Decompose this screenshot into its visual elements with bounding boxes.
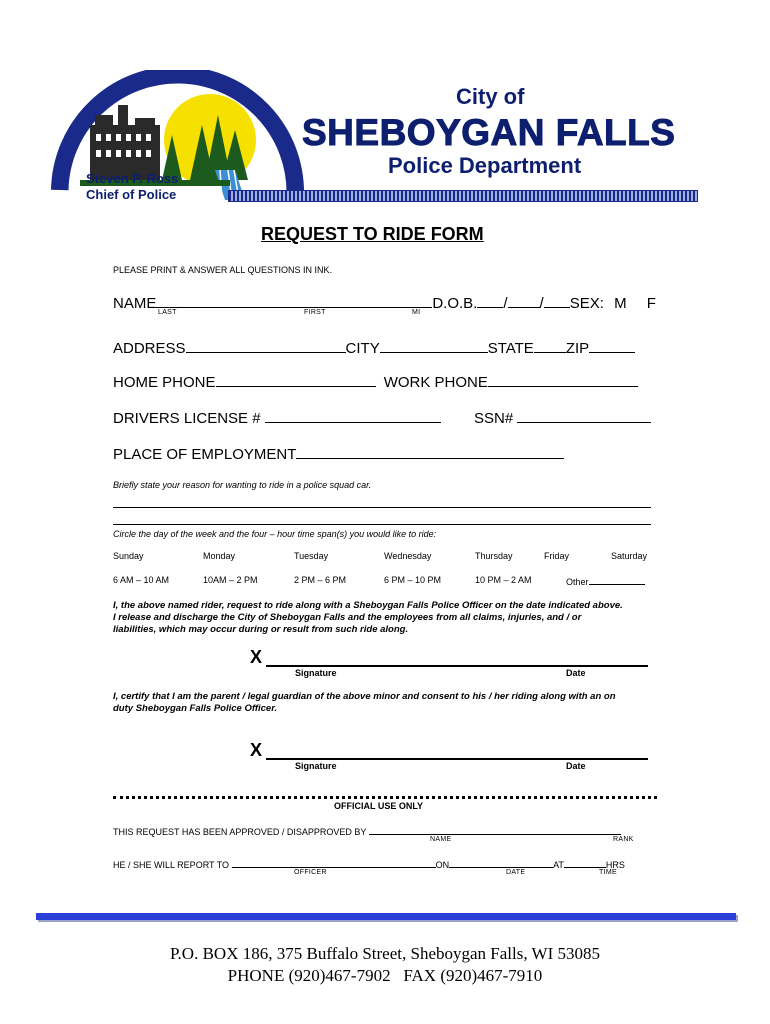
chief-title: Chief of Police (86, 187, 177, 202)
dob-month-input[interactable] (477, 293, 503, 308)
state-label: STATE (487, 340, 534, 357)
employment-label: PLACE OF EMPLOYMENT (113, 446, 297, 463)
dob-year-input[interactable] (544, 293, 570, 308)
day-prompt: Circle the day of the week and the four – hour time span(s) you would like to ride: (113, 529, 437, 539)
release-text-2: I release and discharge the City of Sheboygan Falls and the employees from all claims, injuries, and / or (113, 612, 582, 623)
release-text-1: I, the above named rider, request to ride along with a Sheboygan Falls Police Officer on the date indicated above. (113, 600, 623, 611)
report-time-label: TIME (599, 869, 617, 876)
signature-label-2: Signature (295, 761, 337, 771)
day-monday[interactable]: Monday (203, 551, 236, 561)
signature-x-2: X (250, 740, 263, 760)
report-date-input[interactable] (449, 858, 553, 868)
employment-input[interactable] (296, 444, 564, 459)
time-other (566, 575, 645, 587)
signature-line-2[interactable] (266, 758, 648, 760)
day-thursday[interactable]: Thursday (475, 551, 513, 561)
signature-line-1[interactable] (266, 665, 648, 667)
official-title: OFFICIAL USE ONLY (334, 801, 424, 811)
form-title: REQUEST TO RIDE FORM (261, 224, 484, 244)
signature-label-1: Signature (295, 668, 337, 678)
home-phone-label: HOME PHONE (113, 374, 216, 391)
dob-label: D.O.B. (432, 295, 478, 312)
form-instructions: PLEASE PRINT & ANSWER ALL QUESTIONS IN INK. (113, 265, 333, 275)
at-label: AT (553, 860, 564, 870)
phone-row (113, 372, 638, 391)
guardian-text-1: I, certify that I am the parent / legal guardian of the above minor and consent to his / her riding along with an on (113, 691, 616, 702)
address-label: ADDRESS (113, 340, 186, 357)
city-label: CITY (345, 340, 380, 357)
sex-f-option[interactable]: F (646, 295, 656, 312)
name-input[interactable] (156, 293, 432, 308)
employment-row (113, 444, 564, 463)
date-label-2: Date (566, 761, 586, 771)
officer-input[interactable] (232, 858, 436, 868)
ssn-input[interactable] (517, 408, 651, 423)
city-of-text: City of (456, 84, 525, 109)
report-text: HE / SHE WILL REPORT TO (113, 860, 230, 870)
approved-row (113, 825, 621, 837)
sex-m-option[interactable]: M (614, 295, 627, 312)
signature-x-1: X (250, 647, 263, 667)
address-input[interactable] (186, 338, 346, 353)
time-10am-2pm[interactable]: 10AM – 2 PM (203, 575, 258, 585)
approver-rank-label: RANK (613, 836, 634, 843)
logo-underline (228, 190, 698, 202)
day-wednesday[interactable]: Wednesday (384, 551, 432, 561)
ssn-row (474, 408, 651, 427)
day-sunday[interactable]: Sunday (113, 551, 144, 561)
approver-name-input[interactable] (369, 825, 621, 835)
zip-label: ZIP (565, 340, 590, 357)
department-text: Police Department (388, 153, 582, 178)
reason-prompt: Briefly state your reason for wanting to ride in a police squad car. (113, 480, 372, 490)
time-2pm-6pm[interactable]: 2 PM – 6 PM (294, 575, 347, 585)
official-divider (113, 796, 657, 799)
time-other-input[interactable] (589, 575, 645, 585)
license-label: DRIVERS LICENSE # (113, 410, 261, 427)
first-label: FIRST (304, 309, 326, 316)
home-phone-input[interactable] (216, 372, 376, 387)
footer-bar (36, 913, 736, 920)
city-name-text: SHEBOYGAN FALLS (302, 112, 676, 153)
mi-label: MI (412, 309, 421, 316)
reason-line-1[interactable] (113, 507, 651, 508)
reason-line-2[interactable] (113, 524, 651, 525)
name-label: NAME (113, 295, 157, 312)
time-10pm-2am[interactable]: 10 PM – 2 AM (475, 575, 532, 585)
day-saturday[interactable]: Saturday (611, 551, 648, 561)
day-tuesday[interactable]: Tuesday (294, 551, 329, 561)
officer-label: OFFICER (294, 869, 327, 876)
time-6pm-10pm[interactable]: 6 PM – 10 PM (384, 575, 442, 585)
on-label: ON (435, 860, 450, 870)
footer-address: P.O. BOX 186, 375 Buffalo Street, Sheboygan Falls, WI 53085 (169, 944, 601, 963)
address-row (113, 338, 635, 357)
work-phone-label: WORK PHONE (383, 374, 488, 391)
ssn-label: SSN# (474, 410, 514, 427)
name-row: NAME D.O.B. / / SEX: M F (113, 295, 656, 312)
license-row (113, 408, 441, 427)
guardian-text-2: duty Sheboygan Falls Police Officer. (113, 703, 278, 714)
time-other-label[interactable]: Other (566, 577, 589, 587)
report-time-input[interactable] (564, 858, 606, 868)
day-friday[interactable]: Friday (544, 551, 570, 561)
work-phone-input[interactable] (488, 372, 638, 387)
last-label: LAST (158, 309, 177, 316)
dob-day-input[interactable] (508, 293, 540, 308)
state-input[interactable] (534, 338, 566, 353)
report-row (113, 858, 625, 870)
footer-phone: PHONE (920)467-7902 FAX (920)467-7910 (227, 966, 543, 985)
license-input[interactable] (265, 408, 441, 423)
time-6am-10am[interactable]: 6 AM – 10 AM (113, 575, 170, 585)
release-text-3: liabilities, which may occur during or result from such ride along. (113, 624, 409, 635)
hrs-label: HRS (605, 860, 625, 870)
report-date-label: DATE (506, 869, 526, 876)
approver-name-label: NAME (430, 836, 452, 843)
sex-label: SEX: (569, 295, 604, 312)
city-input[interactable] (380, 338, 488, 353)
zip-input[interactable] (589, 338, 635, 353)
chief-name: Steven P. Ross (86, 171, 179, 186)
date-label-1: Date (566, 668, 586, 678)
approved-text: THIS REQUEST HAS BEEN APPROVED / DISAPPROVED BY (113, 827, 367, 837)
